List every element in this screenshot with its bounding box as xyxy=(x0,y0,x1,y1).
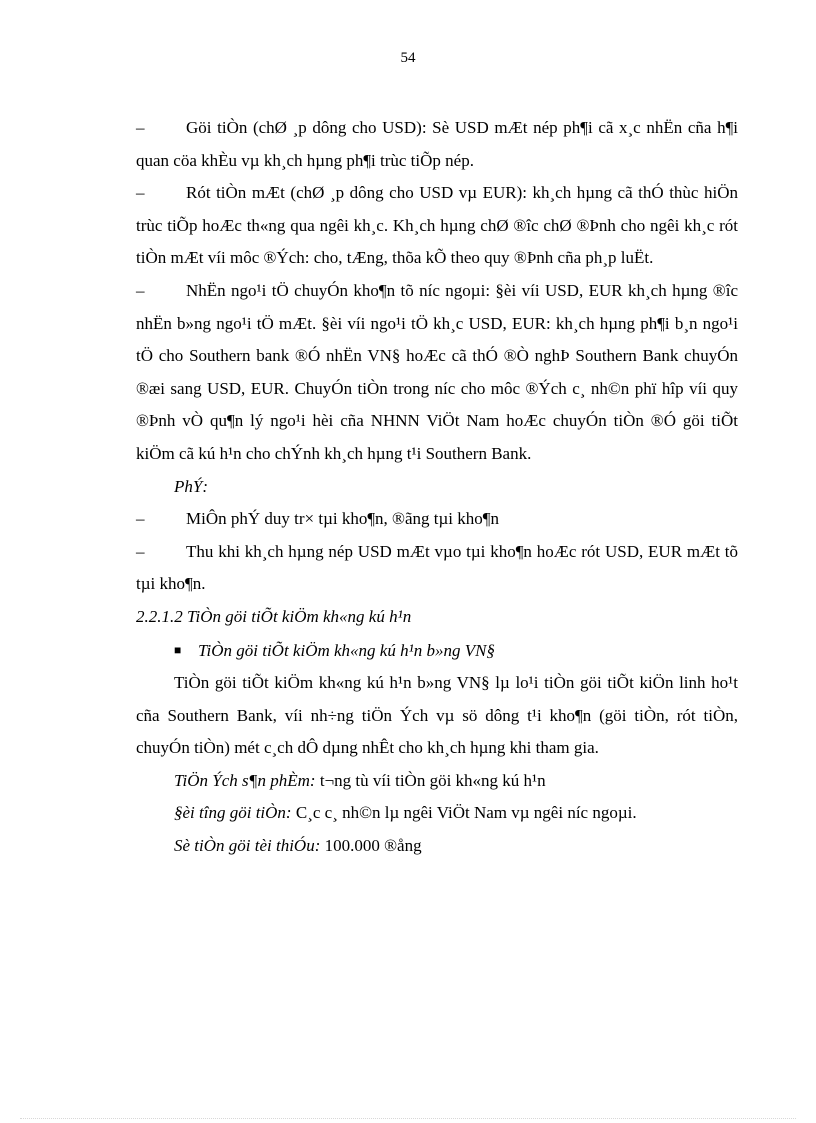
target-line xyxy=(136,797,738,830)
minimum-line xyxy=(136,830,738,863)
paragraph-text: Thu khi kh¸ch hµng nép USD mÆt vµo tµi kho¶n hoÆc rót USD, EUR mÆt tõ tµi kho¶n. xyxy=(136,541,738,594)
paragraph-transfer xyxy=(136,275,738,471)
fee-label: PhÝ: xyxy=(174,476,208,496)
paragraph-text: Göi tiÒn (chØ ¸p dông cho USD): Sè USD mÆt nép ph¶i cã x¸c nhËn cña h¶i quan cöa khÈu vµ kh¸ch hµng ph¶i trùc tiÕp nép. xyxy=(136,118,738,170)
minimum-value: 100.000 ®ång xyxy=(320,836,422,856)
dash-marker: – xyxy=(136,509,145,529)
feature-label: TiÖn Ých s¶n phÈm: xyxy=(174,770,316,790)
paragraph-text: Rót tiÒn mÆt (chØ ¸p dông cho USD vµ EUR): kh¸ch hµng cã thÓ thùc hiÖn trùc tiÕp hoÆc th«ng qua ngêi kh¸c. Kh¸ch hµng chØ ®îc chØ ®Þnh cho ngêi kh¸c rót tiÒn mÆt víi môc ®Ých: cho, tÆng, thõa kÕ theo quy ®Þnh cña ph¸p luËt. xyxy=(136,183,738,268)
paragraph-fee-free xyxy=(136,503,738,536)
dash-marker: – xyxy=(136,118,145,137)
minimum-label: Sè tiÒn göi tèi thiÓu: xyxy=(174,836,321,856)
paragraph-text: NhËn ngo¹i tÖ chuyÓn kho¶n tõ níc ngoµi: §èi víi USD, EUR kh¸ch hµng ®îc nhËn b»ng ngo¹i tÖ mÆt. §èi víi ngo¹i tÖ kh¸c USD, EUR: kh¸ch hµng ph¶i b¸n ngo¹i tÖ cho Southern bank ®Ó nhËn VN§ hoÆc cã thÓ ®Ò nghÞ Southern Bank chuyÓn ®æi sang USD, EUR. ChuyÓn tiÒn trong níc cho môc ®Ých c¸ nh©n phï hîp víi quy ®Þnh vÒ qu¶n lý ngo¹i hèi cña NHNN ViÖt Nam hoÆc chuyÓn tiÒn ®Ó göi tiÕt kiÖm cã kú h¹n cho chÝnh kh¸ch hµng t¹i Southern Bank. xyxy=(136,280,738,463)
target-label: §èi tîng göi tiÒn: xyxy=(174,803,292,823)
dash-marker: – xyxy=(136,280,145,300)
paragraph-text: MiÔn phÝ duy tr× tµi kho¶n, ®ãng tµi kho¶n xyxy=(186,509,499,529)
section-heading: 2.2.1.2 TiÒn göi tiÕt kiÖm kh«ng kú h¹n xyxy=(136,606,412,626)
paragraph-description: TiÒn göi tiÕt kiÖm kh«ng kú h¹n b»ng VN§ lµ lo¹i tiÒn göi tiÕt kiÖn linh ho¹t cña Southern Bank, víi nh÷ng tiÖn Ých vµ sö dông t¹i kho¶n (göi tiÒn, rót tiÒn, chuyÓn tiÒn) mét c¸ch dÔ dµng nhÊt cho kh¸ch hµng khi tham gia. xyxy=(136,673,738,758)
feature-line xyxy=(136,765,738,798)
document-body xyxy=(136,112,738,863)
paragraph-fee-charge xyxy=(136,536,738,601)
bullet-text: TiÒn göi tiÕt kiÖm kh«ng kú h¹n b»ng VN§ xyxy=(198,640,495,660)
bullet-item xyxy=(136,634,738,668)
dash-marker: – xyxy=(136,541,145,561)
paragraph-deposit xyxy=(136,112,738,177)
page-bottom-border xyxy=(20,1118,796,1119)
page-number: 54 xyxy=(400,50,416,66)
feature-value: t¬ng tù víi tiÒn göi kh«ng kú h¹n xyxy=(315,770,546,790)
target-value: C¸c c¸ nh©n lµ ngêi ViÖt Nam vµ ngêi níc ngoµi. xyxy=(291,803,637,823)
dash-marker: – xyxy=(136,183,145,203)
square-bullet-icon: ■ xyxy=(174,642,182,657)
paragraph-withdraw xyxy=(136,177,738,275)
